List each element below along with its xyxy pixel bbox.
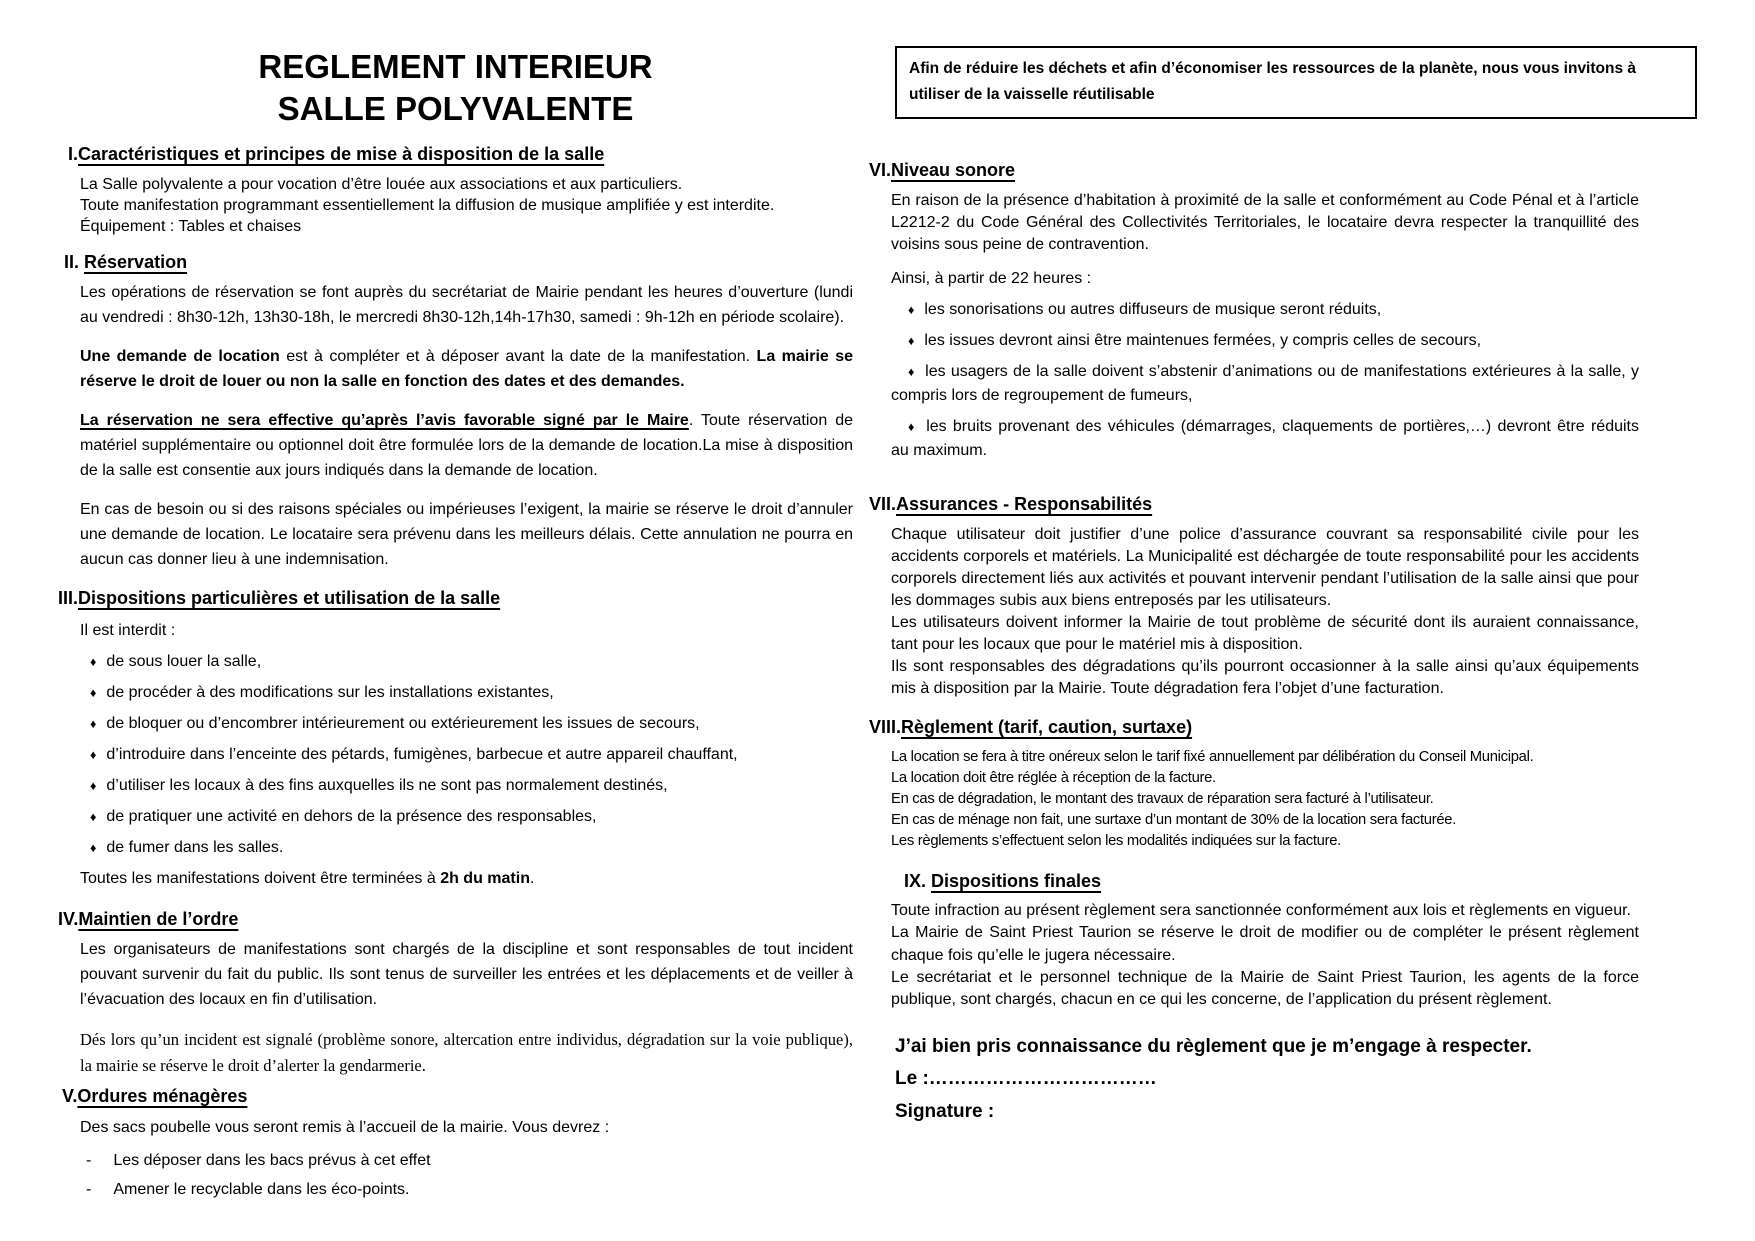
date-line: Le :……………………………… — [895, 1068, 1157, 1090]
list-item: ♦ de bloquer ou d’encombrer intérieurement ou extérieurement les issues de secours, — [90, 714, 700, 732]
document-title — [58, 46, 853, 129]
paragraph-line: La Salle polyvalente a pour vocation d’être louée aux associations et aux particuliers. — [80, 175, 683, 193]
paragraph-line: Équipement : Tables et chaises — [80, 217, 302, 235]
section-vi-heading: VI.Niveau sonore — [869, 160, 1016, 181]
paragraph: Le secrétariat et le personnel technique de la Mairie de Saint Priest Taurion, les agents de la force publique, sont chargés, chacun en ce qui les concerne, de l’application du présent règlement. — [891, 968, 1639, 1008]
diamond-bullet-icon: ♦ — [90, 747, 97, 762]
diamond-bullet-icon: ♦ — [90, 840, 97, 855]
section-ii-heading: II. Réservation — [64, 251, 188, 272]
diamond-bullet-icon: ♦ — [90, 685, 97, 700]
section-vii-body — [891, 524, 1639, 701]
paragraph-line: Toute manifestation programmant essentiellement la diffusion de musique amplifiée y est interdite. — [80, 196, 775, 214]
paragraph: En cas de besoin ou si des raisons spéciales ou impérieuses l’exigent, la mairie se réserve le droit d’annuler une demande de location. Le locataire sera prévenu dans les meilleurs délais. Cette annulation ne pourra en aucun cas donner lieu à une indemnisation. — [80, 501, 853, 569]
section-ii-body — [80, 281, 853, 573]
signature-block — [895, 1033, 1703, 1127]
section-viii-body — [891, 747, 1639, 852]
section-iii-heading: III.Dispositions particulières et utilisation de la salle — [58, 588, 501, 609]
paragraph: Toutes les manifestations doivent être terminées à 2h du matin. — [80, 869, 535, 887]
list-intro: Il est interdit : — [80, 621, 176, 639]
paragraph-line: En cas de dégradation, le montant des travaux de réparation sera facturé à l’utilisateur. — [891, 790, 1434, 807]
paragraph: Ils sont responsables des dégradations qu’ils pourront occasionner à la salle ainsi qu’aux équipements mis à disposition par la Mairie. Toute dégradation fera l’objet d’une facturation. — [891, 658, 1639, 698]
signature-line: Signature : — [895, 1100, 995, 1122]
diamond-bullet-icon: ♦ — [908, 365, 916, 380]
dash-bullet-icon: - — [86, 1181, 92, 1199]
section-ix-body — [891, 900, 1639, 1010]
section-iv-heading: IV.Maintien de l’ordre — [58, 908, 239, 929]
section-v-body — [80, 1115, 853, 1203]
diamond-bullet-icon: ♦ — [908, 334, 915, 349]
dash-bullet-icon: - — [86, 1151, 92, 1169]
forbidden-list — [80, 650, 853, 860]
list-intro: Des sacs poubelle vous seront remis à l’accueil de la mairie. Vous devrez : — [80, 1119, 610, 1137]
section-vi-body — [891, 190, 1639, 463]
title-line-1: REGLEMENT INTERIEUR — [258, 48, 653, 85]
section-iii-body — [80, 618, 853, 892]
right-column — [869, 44, 1703, 1207]
paragraph: Une demande de location est à compléter et à déposer avant la date de la manifestation. La mairie se réserve le droit de louer ou non la salle en fonction des dates et des demandes. — [80, 348, 854, 391]
diamond-bullet-icon: ♦ — [90, 778, 97, 793]
list-item: - Amener le recyclable dans les éco-points. — [86, 1181, 410, 1199]
list-item: ♦ les issues devront ainsi être maintenues fermées, y compris celles de secours, — [908, 332, 1482, 350]
section-viii-heading: VIII.Règlement (tarif, caution, surtaxe) — [869, 717, 1193, 738]
paragraph-line: La location se fera à titre onéreux selon le tarif fixé annuellement par délibération du Conseil Municipal. — [891, 748, 1534, 765]
notice-box — [895, 46, 1697, 119]
paragraph-serif: Dés lors qu’un incident est signalé (problème sonore, altercation entre individus, dégradation sur la voie publique), la mairie se réserve le droit d’alerter la gendarmerie. — [80, 1030, 853, 1075]
list-item: ♦ d’introduire dans l’enceinte des pétards, fumigènes, barbecue et autre appareil chauffant, — [90, 745, 738, 763]
paragraph: Les utilisateurs doivent informer la Mairie de tout problème de sécurité dont ils auraient connaissance, tant pour les locaux que pour le matériel mis à disposition. — [891, 614, 1639, 654]
section-v-heading: V.Ordures ménagères — [62, 1085, 248, 1106]
section-ix-heading: IX. Dispositions finales — [904, 870, 1102, 891]
notice-text: Afin de réduire les déchets et afin d’économiser les ressources de la planète, nous vous invitons à utiliser de la vaisselle réutilisable — [909, 60, 1637, 103]
left-column — [58, 44, 853, 1207]
list-item: ♦ d’utiliser les locaux à des fins auxquelles ils ne sont pas normalement destinés, — [90, 776, 668, 794]
paragraph: En raison de la présence d’habitation à proximité de la salle et conformément au Code Pénal et à l’article L2212-2 du Code Général des Collectivités Territoriales, le locataire devra respecter la tranquillité des voisins sous peine de contravention. — [891, 191, 1639, 254]
paragraph: La Mairie de Saint Priest Taurion se réserve le droit de modifier ou de compléter le présent règlement chaque fois qu’elle le jugera nécessaire. — [891, 924, 1639, 964]
list-item: ♦ les sonorisations ou autres diffuseurs de musique seront réduits, — [908, 301, 1382, 319]
list-item: - Les déposer dans les bacs prévus à cet effet — [86, 1151, 431, 1169]
diamond-bullet-icon: ♦ — [90, 809, 97, 824]
list-item: ♦ les bruits provenant des véhicules (démarrages, claquements de portières,…) devront être réduits au maximum. — [891, 418, 1639, 460]
diamond-bullet-icon: ♦ — [908, 303, 915, 318]
list-intro: Ainsi, à partir de 22 heures : — [891, 270, 1092, 288]
paragraph: Les organisateurs de manifestations sont chargés de la discipline et sont responsables de tout incident pouvant survenir du fait du public. Ils sont tenus de surveiller les entrées et les déplacements et de veiller à l’évacuation des locaux en fin d’utilisation. — [80, 941, 853, 1009]
paragraph: Les opérations de réservation se font auprès du secrétariat de Mairie pendant les heures d’ouverture (lundi au vendredi : 8h30-12h, 13h30-18h, le mercredi 8h30-12h,14h-17h30, samedi : 9h-12h en période scolaire). — [80, 284, 853, 327]
paragraph: Toute infraction au présent règlement sera sanctionnée conformément aux lois et règlements en vigueur. — [891, 902, 1631, 920]
section-i-body — [80, 174, 853, 237]
list-item: ♦ de pratiquer une activité en dehors de la présence des responsables, — [90, 807, 597, 825]
section-iv-body — [80, 938, 853, 1078]
title-line-2: SALLE POLYVALENTE — [277, 89, 634, 127]
diamond-bullet-icon: ♦ — [908, 420, 917, 435]
list-item: ♦ de sous louer la salle, — [90, 652, 262, 670]
paragraph-line: Les règlements s’effectuent selon les modalités indiquées sur la facture. — [891, 832, 1341, 849]
paragraph: La réservation ne sera effective qu’après l’avis favorable signé par le Maire. Toute réservation de matériel supplémentaire ou optionnel doit être formulée lors de la demande de location.La mise à disposition de la salle est consentie aux jours indiqués dans la demande de location. — [80, 412, 854, 480]
acknowledgement-line: J’ai bien pris connaissance du règlement que je m’engage à respecter. — [895, 1035, 1532, 1057]
list-item: ♦ de procéder à des modifications sur les installations existantes, — [90, 683, 554, 701]
diamond-bullet-icon: ♦ — [90, 716, 97, 731]
paragraph: Chaque utilisateur doit justifier d’une police d’assurance couvrant sa responsabilité civile pour les accidents corporels et matériels. La Municipalité est déchargée de toute responsabilité pour les accidents corporels directement liés aux activités et pouvant intervenir pendant l’utilisation de la salle ainsi que pour les dommages subis aux biens entreposés par les utilisateurs. — [891, 525, 1639, 609]
list-item: ♦ les usagers de la salle doivent s’abstenir d’animations ou de manifestations extérieures à la salle, y compris lors de regroupement de fumeurs, — [891, 363, 1639, 405]
paragraph-line: La location doit être réglée à réception de la facture. — [891, 769, 1216, 786]
section-vii-heading: VII.Assurances - Responsabilités — [869, 494, 1153, 515]
paragraph-line: En cas de ménage non fait, une surtaxe d’un montant de 30% de la location sera facturée. — [891, 811, 1457, 828]
section-i-heading: I.Caractéristiques et principes de mise à disposition de la salle — [68, 144, 605, 165]
diamond-bullet-icon: ♦ — [90, 654, 97, 669]
list-item: ♦ de fumer dans les salles. — [90, 838, 284, 856]
